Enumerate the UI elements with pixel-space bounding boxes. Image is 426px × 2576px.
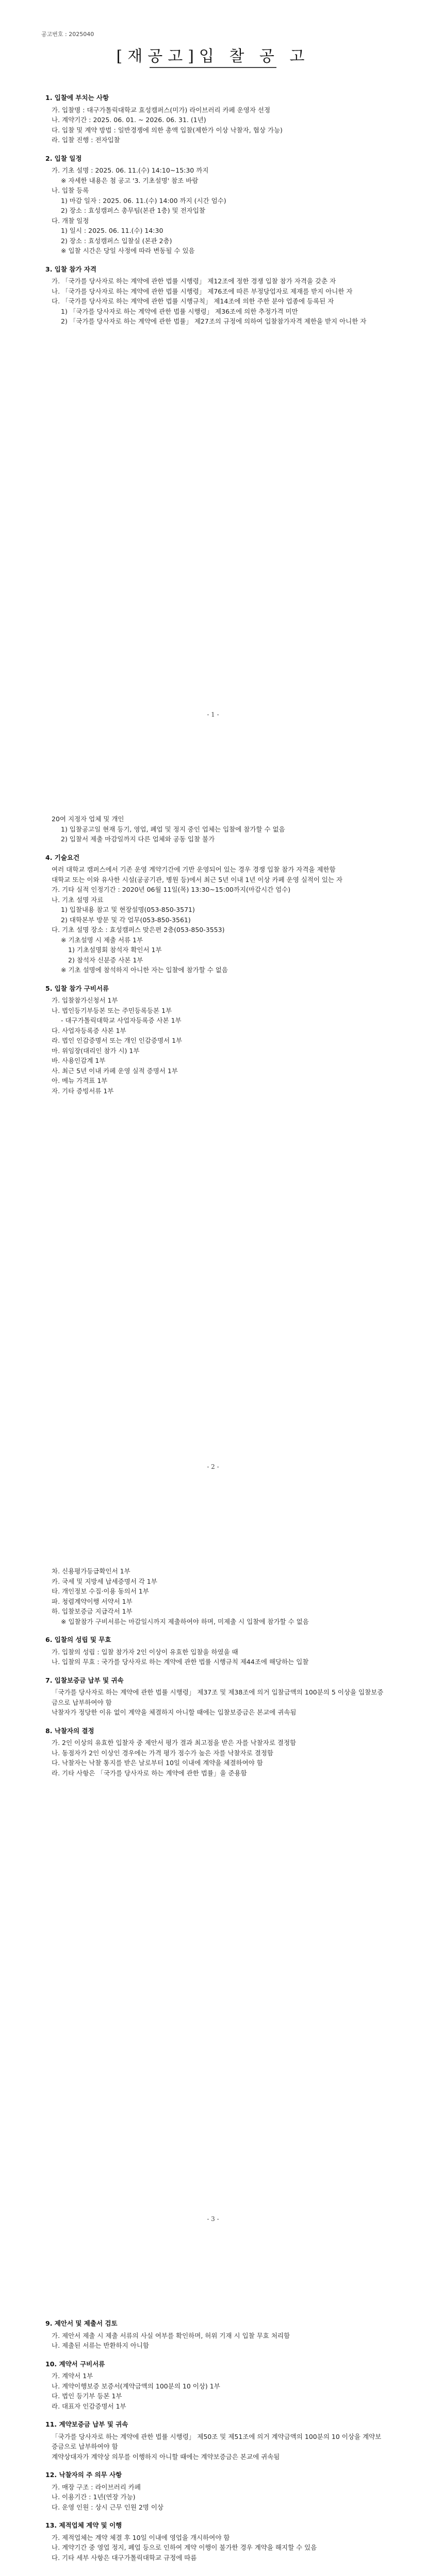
body-line: 가. 입찰참가신청서 1부 bbox=[52, 996, 118, 1004]
section-heading: 5. 입찰 참가 구비서류 bbox=[45, 984, 109, 992]
body-line: 여러 대학교 캠퍼스에서 기존 운영 계약기간에 기반 운영되어 있는 경우 경쟁 입찰 참가 자격을 제한함 bbox=[52, 866, 336, 873]
body-line: 나. 동점자가 2인 이상인 경우에는 가격 평가 점수가 높은 자를 낙찰자로 결정함 bbox=[52, 1749, 273, 1757]
body-line: 2) 「국가를 당사자로 하는 계약에 관한 법률」 제27조의 규정에 의하여 입찰참가자격 제한을 받지 아니한 자 bbox=[61, 317, 367, 325]
page-4-content bbox=[45, 2318, 386, 2563]
notice-number: 공고번호 : 2025040 bbox=[41, 31, 94, 38]
body-line: 바. 사용인감계 1부 bbox=[52, 1057, 106, 1064]
section-heading: 2. 입찰 일정 bbox=[45, 154, 82, 162]
body-line: 1) 마감 일자 : 2025. 06. 11.(수) 14:00 까지 (시간 엄수) bbox=[61, 196, 226, 205]
body-line: ※ 기초설명 시 제출 서류 1부 bbox=[61, 936, 143, 944]
body-line: 1) 입찰공고일 현재 등기, 영업, 폐업 및 정지 중인 업체는 입찰에 참가할 수 없음 bbox=[61, 825, 285, 833]
section-heading: 4. 기술요건 bbox=[45, 853, 80, 861]
body-line: 아. 메뉴 가격표 1부 bbox=[52, 1077, 108, 1084]
body-line: 1) 「국가를 당사자로 하는 계약에 관한 법률 시행령」 제36조에 의한 추정가격 미만 bbox=[61, 307, 298, 315]
page-number: - 1 - bbox=[207, 711, 219, 718]
body-line: 차. 신용평가등급확인서 1부 bbox=[52, 1567, 130, 1575]
body-line: ※ 입찰참가 구비서류는 마감일시까지 제출하여야 하며, 미제출 시 입찰에 참가할 수 없음 bbox=[61, 1617, 309, 1625]
body-line: 1) 일시 : 2025. 06. 11.(수) 14:30 bbox=[61, 227, 163, 234]
body-line: 라. 대표자 인감증명서 1부 bbox=[52, 2402, 126, 2410]
page-2-content bbox=[45, 814, 386, 1096]
page-3-content bbox=[45, 1566, 386, 1778]
page-number: - 2 - bbox=[207, 1463, 219, 1470]
body-line: 라. 기타 사항은 「국가를 당사자로 하는 계약에 관한 법률」을 준용함 bbox=[52, 1769, 247, 1777]
body-line: 가. 제안서 제출 시 제출 서류의 사실 여부를 확인하며, 허위 기재 시 입찰 무효 처리함 bbox=[52, 2331, 290, 2340]
body-line: 나. 기초 설명 자료 bbox=[52, 895, 104, 904]
body-line: 대학교 또는 이와 유사한 시설(공공기관, 병원 등)에서 최근 5년 이내 1년 이상 카페 운영 실적이 있는 자 bbox=[52, 875, 343, 884]
section-heading: 12. 낙찰자의 주 의무 사항 bbox=[45, 2471, 122, 2479]
body-line: 다. 개찰 일정 bbox=[52, 216, 89, 225]
body-line: 파. 청렴계약이행 서약서 1부 bbox=[52, 1597, 133, 1605]
body-line: - 대구가톨릭대학교 사업자등록증 사본 1부 bbox=[61, 1016, 182, 1024]
page-number: - 3 - bbox=[207, 2215, 219, 2223]
body-line: 나. 계약기간 중 영업 정지, 폐업 등으로 인하여 계약 이행이 불가한 경우 계약을 해지할 수 있음 bbox=[52, 2544, 317, 2551]
body-line: ※ 입찰 시간은 당일 사정에 따라 변동될 수 있음 bbox=[61, 247, 195, 255]
body-line: 가. 기타 실적 인정기간 : 2020년 06월 11일(목) 13:30~15:00까지(마감시간 엄수) bbox=[52, 886, 291, 893]
page-1-content bbox=[45, 93, 386, 327]
body-line: 다. 입찰 및 계약 방법 : 일반경쟁에 의한 총액 입찰(제한가 이상 낙찰자, 협상 가능) bbox=[52, 126, 283, 134]
section-heading: 13. 제적업체 계약 및 이행 bbox=[45, 2521, 122, 2529]
body-line: 나. 이용기간 : 1년(연장 가능) bbox=[52, 2493, 136, 2501]
body-line: 계약상대자가 계약상 의무를 이행하지 아니할 때에는 계약보증금은 본교에 귀속됨 bbox=[52, 2452, 280, 2461]
section-heading: 7. 입찰보증금 납부 및 귀속 bbox=[45, 1676, 124, 1684]
body-line: 가. 「국가를 당사자로 하는 계약에 관한 법률 시행령」 제12조에 정한 경쟁 입찰 참가 자격을 갖춘 자 bbox=[52, 277, 336, 285]
body-line: 나. 계약이행보증 보증서(계약금액의 100분의 10 이상) 1부 bbox=[52, 2382, 220, 2390]
title-underline bbox=[150, 67, 276, 68]
body-line: 2) 장소 : 효성캠퍼스 총무팀(본관 1층) 및 전자입찰 bbox=[61, 207, 205, 214]
body-line: 나. 법인등기부등본 또는 주민등록등본 1부 bbox=[52, 1006, 172, 1014]
body-line: 1) 기초설명회 참석자 확인서 1부 bbox=[68, 946, 162, 954]
body-line: 가. 입찰의 성립 : 입찰 참가자 2인 이상이 유효한 입찰을 하였을 때 bbox=[52, 1648, 238, 1656]
body-line: 자. 기타 증빙서류 1부 bbox=[52, 1087, 114, 1095]
body-line: 나. 계약기간 : 2025. 06. 01. ~ 2026. 06. 31. (1년) bbox=[52, 116, 206, 124]
document-title: [재공고]입 찰 공 고 bbox=[116, 47, 310, 65]
body-line: 다. 사업자등록증 사본 1부 bbox=[52, 1026, 126, 1035]
section-heading: 3. 입찰 참가 자격 bbox=[45, 265, 96, 273]
body-line: 가. 기초 설명 : 2025. 06. 11.(수) 14:10~15:30 까지 bbox=[52, 166, 209, 174]
body-line: 사. 최근 5년 이내 카페 운영 실적 증명서 1부 bbox=[52, 1066, 178, 1075]
body-line: 다. 법인 등기부 등본 1부 bbox=[52, 2392, 122, 2400]
body-line: 20여 지정자 업체 및 개인 bbox=[52, 815, 124, 823]
body-line: 2) 대학본부 방문 및 각 업무(053-850-3561) bbox=[61, 916, 191, 924]
body-line: 「국가를 당사자로 하는 계약에 관한 법률 시행령」 제50조 및 제51조에 의거 계약금액의 100분의 10 이상을 계약보증금으로 납부하여야 함 bbox=[52, 2432, 382, 2450]
body-line: 「국가를 당사자로 하는 계약에 관한 법률 시행령」 제37조 및 제38조에 의거 입찰금액의 100분의 5 이상을 입찰보증금으로 납부하여야 함 bbox=[52, 1688, 384, 1706]
body-line: 다. 기타 세부 사항은 대구가톨릭대학교 규정에 따름 bbox=[52, 2553, 197, 2562]
body-line: 나. 「국가를 당사자로 하는 계약에 관한 법률 시행령」 제76조에 따른 부정당업자로 제재를 받지 아니한 자 bbox=[52, 287, 353, 295]
body-line: 2) 참석자 신분증 사본 1부 bbox=[68, 956, 143, 964]
section-heading: 8. 낙찰자의 결정 bbox=[45, 1726, 94, 1735]
body-line: 라. 입찰 진행 : 전자입찰 bbox=[52, 136, 120, 144]
body-line: 가. 2인 이상의 유효한 입찰자 중 제안서 평가 결과 최고점을 받은 자를 낙찰자로 결정함 bbox=[52, 1739, 297, 1747]
page-3 bbox=[0, 1504, 426, 2257]
body-line: ※ 자세한 내용은 첨 공고 '3. 기초설명' 참조 바람 bbox=[61, 176, 199, 184]
body-line: 2) 입찰서 제출 마감일까지 다른 업체와 공동 입찰 불가 bbox=[61, 835, 215, 843]
section-heading: 6. 입찰의 성립 및 무효 bbox=[45, 1636, 111, 1643]
body-line: 나. 제출된 서류는 반환하지 아니함 bbox=[52, 2342, 149, 2349]
body-line: 1) 입찰내용 참고 및 현장설명(053-850-3571) bbox=[61, 906, 195, 913]
body-line: 마. 위임장(대리인 참가 시) 1부 bbox=[52, 1046, 140, 1055]
section-heading: 9. 제안서 및 제출서 검토 bbox=[45, 2319, 118, 2327]
body-line: 가. 계약서 1부 bbox=[52, 2372, 93, 2380]
body-line: 다. 기초 설명 장소 : 효성캠퍼스 맞은편 2층(053-850-3553) bbox=[52, 926, 225, 934]
body-line: 2) 장소 : 효성캠퍼스 입찰실 (본관 2층) bbox=[61, 236, 172, 245]
section-heading: 1. 입찰에 부치는 사항 bbox=[45, 94, 109, 101]
body-line: 하. 입찰보증금 지급각서 1부 bbox=[52, 1607, 133, 1615]
section-heading: 10. 계약서 구비서류 bbox=[45, 2360, 105, 2368]
body-line: 다. 낙찰자는 낙찰 통지를 받은 날로부터 10일 이내에 계약을 체결하여야 함 bbox=[52, 1759, 263, 1767]
section-heading: 11. 계약보증금 납부 및 귀속 bbox=[45, 2420, 128, 2428]
page-2 bbox=[0, 752, 426, 1504]
body-line: 카. 국세 및 지방세 납세증명서 각 1부 bbox=[52, 1577, 157, 1585]
body-line: 타. 개인정보 수집·이용 동의서 1부 bbox=[52, 1587, 149, 1595]
body-line: 가. 제적업체는 계약 체결 후 10일 이내에 영업을 개시하여야 함 bbox=[52, 2533, 230, 2541]
body-line: 낙찰자가 정당한 이유 없이 계약을 체결하지 아니할 때에는 입찰보증금은 본교에 귀속됨 bbox=[52, 1708, 297, 1716]
body-line: ※ 기초 설명에 참석하지 아니한 자는 입찰에 참가할 수 없음 bbox=[61, 966, 228, 974]
body-line: 가. 매장 구조 : 라이브러리 카페 bbox=[52, 2483, 141, 2491]
body-line: 나. 입찰의 무효 : 국가를 당사자로 하는 계약에 관한 법률 시행규칙 제44조에 해당하는 입찰 bbox=[52, 1658, 309, 1666]
body-line: 다. 「국가를 당사자로 하는 계약에 관한 법률 시행규칙」 제14조에 의한 주한 분야 업종에 등록된 자 bbox=[52, 297, 334, 305]
body-line: 다. 운영 인원 : 상시 근무 인원 2명 이상 bbox=[52, 2503, 163, 2511]
body-line: 가. 입찰명 : 대구가톨릭대학교 효성캠퍼스(미가) 라이브러리 카페 운영자 선정 bbox=[52, 106, 271, 114]
page-1 bbox=[0, 0, 426, 752]
body-line: 나. 입찰 등록 bbox=[52, 187, 89, 194]
body-line: 라. 법인 인감증명서 또는 개인 인감증명서 1부 bbox=[52, 1037, 183, 1044]
page-4 bbox=[0, 2257, 426, 2576]
